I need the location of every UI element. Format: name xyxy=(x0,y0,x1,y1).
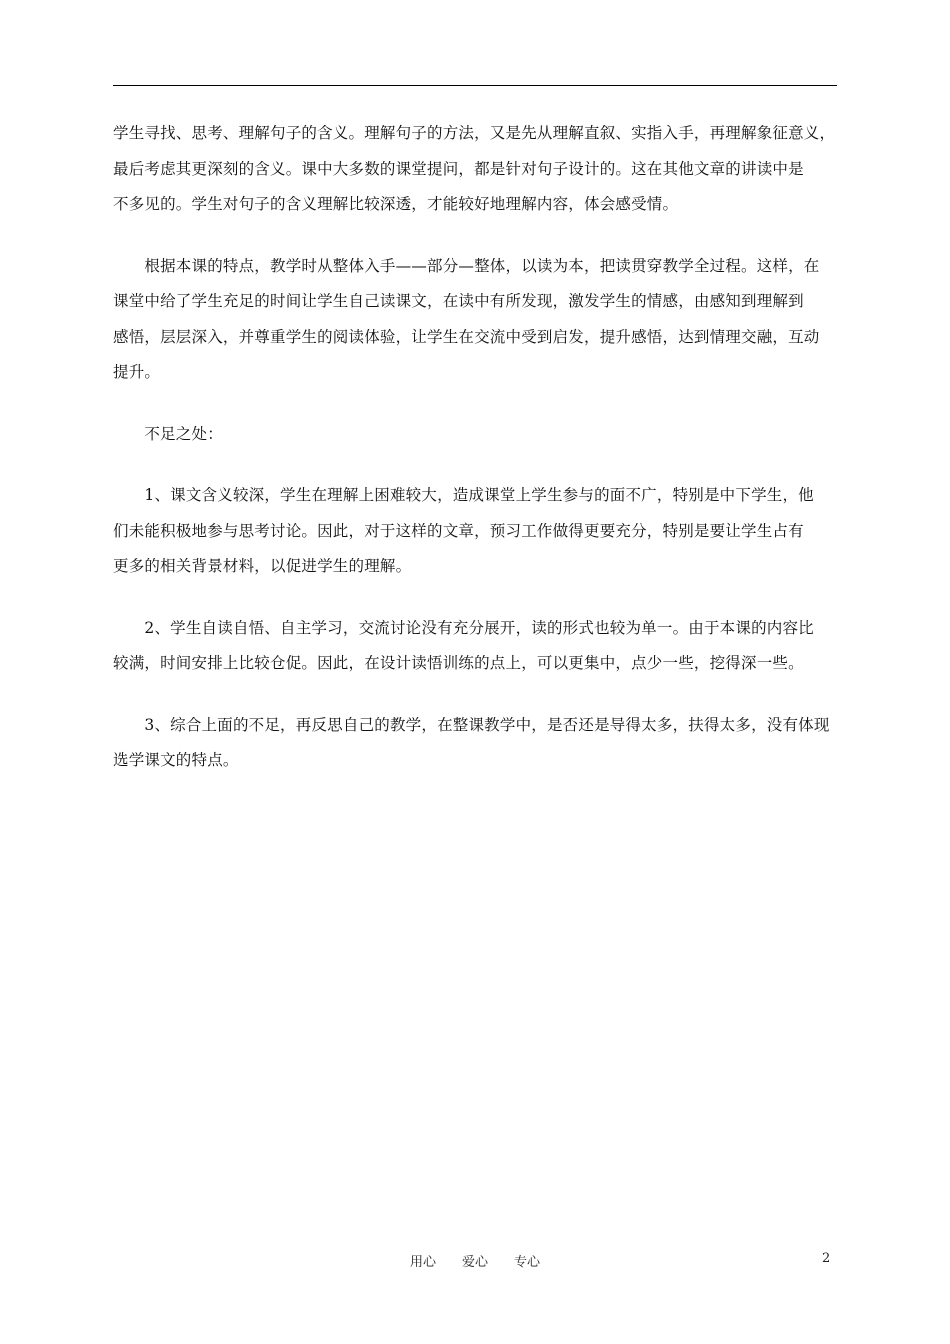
text-line: 选学课文的特点。 xyxy=(113,751,239,769)
text-line: 课堂中给了学生充足的时间让学生自己读课文，在读中有所发现，激发学生的情感，由感知到理解到 xyxy=(113,292,804,310)
document-body xyxy=(113,116,837,805)
text-line: 3、综合上面的不足，再反思自己的教学，在整课教学中，是否还是导得太多，扶得太多，没有体现 xyxy=(113,715,830,734)
text-line: 不足之处： xyxy=(113,424,223,443)
text-line: 更多的相关背景材料，以促进学生的理解。 xyxy=(113,557,412,575)
text-line: 根据本课的特点，教学时从整体入手——部分—整体，以读为本，把读贯穿教学全过程。这样，在 xyxy=(113,256,820,275)
paragraph-point-2 xyxy=(113,611,837,682)
header-rule xyxy=(113,85,837,86)
text-line: 最后考虑其更深刻的含义。课中大多数的课堂提问，都是针对句子设计的。这在其他文章的讲读中是 xyxy=(113,159,804,178)
paragraph-2 xyxy=(113,249,837,391)
footer-motto: 用心 爱心 专心 xyxy=(409,1255,540,1270)
text-line: 学生寻找、思考、理解句子的含义。理解句子的方法，又是先从理解直叙、实指入手，再理解象征意义， xyxy=(113,124,836,142)
text-line: 1、课文含义较深，学生在理解上困难较大，造成课堂上学生参与的面不广，特别是中下学生，他 xyxy=(113,486,814,504)
paragraph-point-1 xyxy=(113,478,837,585)
paragraph-shortcomings-heading xyxy=(113,417,837,453)
paragraph-1 xyxy=(113,116,837,223)
text-line: 不多见的。学生对句子的含义理解比较深透，才能较好地理解内容，体会感受情。 xyxy=(113,195,679,213)
text-line: 们未能积极地参与思考讨论。因此，对于这样的文章，预习工作做得更要充分，特别是要让学生占有 xyxy=(113,521,804,540)
page-number: 2 xyxy=(822,1251,831,1266)
paragraph-point-3 xyxy=(113,708,837,779)
text-line: 感悟，层层深入，并尊重学生的阅读体验，让学生在交流中受到启发，提升感悟，达到情理交融，互动 xyxy=(113,327,820,346)
text-line: 提升。 xyxy=(113,363,161,381)
text-line: 2、学生自读自悟、自主学习，交流讨论没有充分展开，读的形式也较为单一。由于本课的内容比 xyxy=(113,618,814,637)
text-line: 较满，时间安排上比较仓促。因此，在设计读悟训练的点上，可以更集中，点少一些，挖得深一些。 xyxy=(113,654,804,672)
